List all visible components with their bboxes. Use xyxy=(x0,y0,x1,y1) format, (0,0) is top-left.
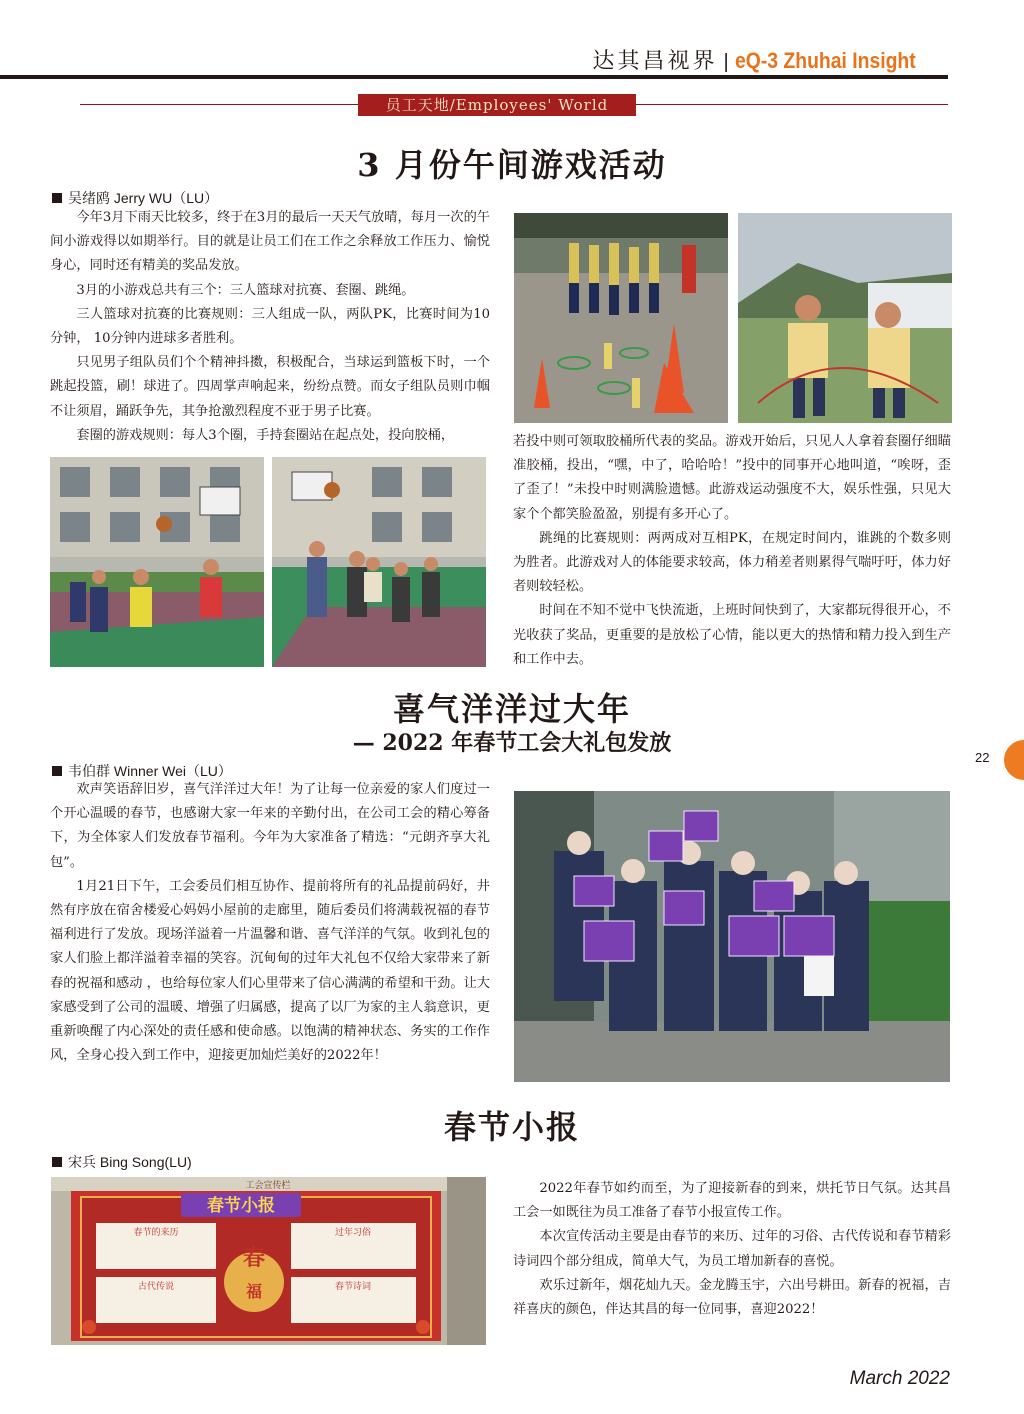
gift-package-photo xyxy=(514,791,950,1082)
publication-header xyxy=(592,44,940,75)
poster-custom-label: 过年习俗 xyxy=(334,1228,372,1238)
article3-paragraph: 本次宣传活动主要是由春节的来历、过年的习俗、古代传说和春节精彩诗词四个部分组成，简单大气，为员工增加新春的喜悦。 xyxy=(513,1229,951,1269)
article1-author: 吴绪鸥 Jerry WU（LU） xyxy=(68,190,219,206)
byline-square-icon xyxy=(52,193,62,203)
article3-byline xyxy=(52,1152,192,1172)
header-rule xyxy=(0,75,948,79)
article3-paragraph: 欢乐过新年，烟花灿九天。金龙腾玉宇，六出号耕田。新春的祝福，吉祥喜庆的颜色，伴达其昌的每一位同事，喜迎2022！ xyxy=(513,1277,951,1318)
article1-paragraph: 今年3月下雨天比较多，终于在3月的最后一天天气放晴，每月一次的午间小游戏得以如期举行。目的就是让员工们在工作之余释放工作压力、愉悦身心，同时还有精美的奖品发放。 xyxy=(50,210,490,274)
article3-author: 宋兵 Bing Song(LU) xyxy=(68,1154,192,1170)
brand-english-name: eQ-3 Zhuhai Insight xyxy=(734,48,916,73)
article3-title: 春节小报 xyxy=(443,1108,580,1146)
article1-paragraph: 只见男子组队员们个个精神抖擞，积极配合，当球运到篮板下时，一个跳起投篮，刷！球进了。四周掌声响起来，纷纷点赞。而女子组队员则巾帼不让须眉，踊跃争先，其争抢激烈程度不亚于男子比赛。 xyxy=(50,355,490,419)
article1-title: 3 月份午间游戏活动 xyxy=(357,146,667,184)
article2-author: 韦伯群 Winner Wei（LU） xyxy=(68,763,232,779)
article1-paragraph: 三人篮球对抗赛的比赛规则：三人组成一队，两队PK，比赛时间为10分钟， 10分钟内进球多者胜利。 xyxy=(50,306,490,347)
article1-paragraph: 跳绳的比赛规则：两两成对互相PK，在规定时间内，谁跳的个数多则为胜者。此游戏对人的体能要求较高，体力稍差者则累得气喘吁吁，体力好者则较轻松。 xyxy=(513,530,951,595)
basketball-men-photo xyxy=(50,457,264,667)
article1-paragraph: 套圈的游戏规则：每人3个圈，手持套圈站在起点处，投向胶桶， xyxy=(76,427,455,443)
poster-big-char: 春 xyxy=(242,1245,266,1271)
issue-date: March 2022 xyxy=(849,1368,950,1389)
article1-body-right xyxy=(513,430,951,672)
poster-poems-label: 春节诗词 xyxy=(334,1282,372,1292)
article2-body xyxy=(50,778,490,1068)
article3-paragraph: 2022年春节如约而至，为了迎接新春的到来，烘托节日气氛。达其昌工会一如既往为员工准备了春节小报宣传工作。 xyxy=(513,1181,951,1221)
section-tag: 员工天地/Employees' World xyxy=(358,94,636,116)
spring-festival-poster-photo xyxy=(51,1177,486,1345)
article2-paragraph: 欢声笑语辞旧岁，喜气洋洋过大年！为了让每一位亲爱的家人们度过一个开心温暖的春节，也感谢大家一年来的辛勤付出，在公司工会的精心筹备下，为全体家人们发放春节福利。今年为大家准备了精选：“元朗齐享大礼包”。 xyxy=(50,782,490,870)
article3-body xyxy=(513,1177,951,1322)
article2-subtitle: — 2022 年春节工会大礼包发放 xyxy=(352,730,672,756)
byline-square-icon xyxy=(52,1157,62,1167)
article2-paragraph: 1月21日下午，工会委员们相互协作、提前将所有的礼品提前码好，井然有序放在宿舍楼爱心妈妈小屋前的走廊里，随后委员们将满载祝福的春节福利进行了发放。现场洋溢着一片温馨和谐、喜气洋洋的气氛。收到礼包的家人们脸上都洋溢着幸福的笑容。沉甸甸的过年大礼包不仅给大家带来了新春的祝福和感动 ，也给每位家人们心里带来了信心满满的希望和干劲。让大家感受到了公司的温暖、增强了归属感，提高了以厂为家的主人翁意识，更重新唤醒了内心深处的责任感和使命感。以饱满的精神状态、务实的工作作风，全身心投入到工作中，迎接更加灿烂美好的2022年！ xyxy=(50,878,490,1064)
page-number: 22 xyxy=(975,750,990,765)
article2-title: 喜气洋洋过大年 xyxy=(392,690,631,728)
article1-byline xyxy=(52,188,218,208)
poster-legend-label: 古代传说 xyxy=(137,1282,175,1292)
poster-top-label: 工会宣传栏 xyxy=(245,1181,291,1191)
basketball-women-photo xyxy=(272,457,486,667)
poster-banner-text: 春节小报 xyxy=(207,1196,275,1216)
ring-toss-photo xyxy=(514,213,728,423)
poster-fu-char: 福 xyxy=(245,1282,263,1301)
brand-separator: | xyxy=(723,51,729,73)
byline-square-icon xyxy=(52,766,62,776)
article1-paragraph: 时间在不知不觉中飞快流逝，上班时间快到了，大家都玩得很开心，不光收获了奖品，更重要的是放松了心情，能以更大的热情和精力投入到生产和工作中去。 xyxy=(513,603,951,667)
article1-paragraph: 3月的小游戏总共有三个：三人篮球对抗赛、套圈、跳绳。 xyxy=(76,282,415,298)
poster-origin-label: 春节的来历 xyxy=(133,1228,179,1238)
jump-rope-photo xyxy=(738,213,952,423)
article1-body-left xyxy=(50,206,490,448)
brand-chinese-name: 达其昌视界 xyxy=(592,49,718,74)
article1-paragraph: 若投中则可领取胶桶所代表的奖品。游戏开始后，只见人人拿着套圈仔细瞄准胶桶，投出，“嘿，中了，哈哈哈！”投中的同事开心地叫道，“唉呀，歪了歪了！”未投中时则满脸遗憾。此游戏运动强度不大，娱乐性强，只见大家个个都笑脸盈盈，别提有多开心了。 xyxy=(513,434,951,522)
